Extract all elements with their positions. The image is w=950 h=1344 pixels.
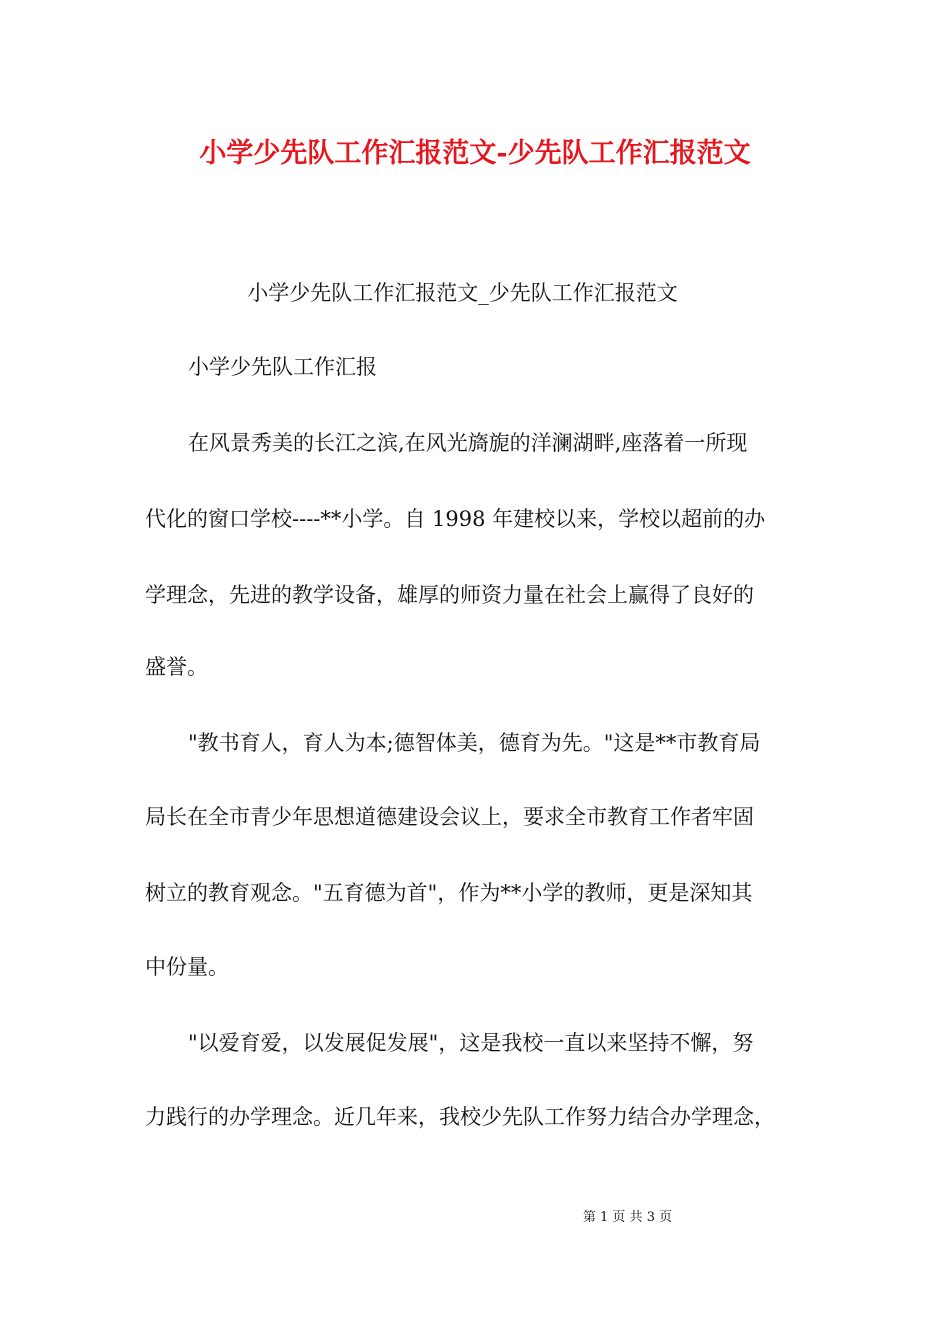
document-subtitle: 小学少先队工作汇报范文_少先队工作汇报范文 (247, 281, 678, 305)
section-heading: 小学少先队工作汇报 (188, 355, 377, 379)
paragraph-1-line-2: 代化的窗口学校----**小学。自 1998 年建校以来，学校以超前的办 (145, 507, 766, 531)
document-title: 小学少先队工作汇报范文-少先队工作汇报范文 (199, 138, 751, 169)
page-footer: 第 1 页 共 3 页 (582, 1210, 673, 1225)
paragraph-1-line-4: 盛誉。 (145, 655, 208, 679)
paragraph-2-line-1: "教书育人，育人为本;德智体美，德育为先。"这是**市教育局 (188, 731, 761, 755)
paragraph-2-line-3: 树立的教育观念。"五育德为首"，作为**小学的教师，更是深知其 (145, 881, 753, 905)
paragraph-3-line-1: "以爱育爱，以发展促发展"，这是我校一直以来坚持不懈，努 (188, 1031, 754, 1055)
paragraph-1-line-3: 学理念，先进的教学设备，雄厚的师资力量在社会上赢得了良好的 (145, 583, 754, 607)
paragraph-2-line-2: 局长在全市青少年思想道德建设会议上，要求全市教育工作者牢固 (145, 805, 754, 829)
paragraph-2-line-4: 中份量。 (145, 955, 229, 979)
paragraph-3-line-2: 力践行的办学理念。近几年来，我校少先队工作努力结合办学理念， (145, 1105, 775, 1129)
paragraph-1-line-1: 在风景秀美的长江之滨,在风光旖旎的洋澜湖畔,座落着一所现 (188, 431, 748, 455)
